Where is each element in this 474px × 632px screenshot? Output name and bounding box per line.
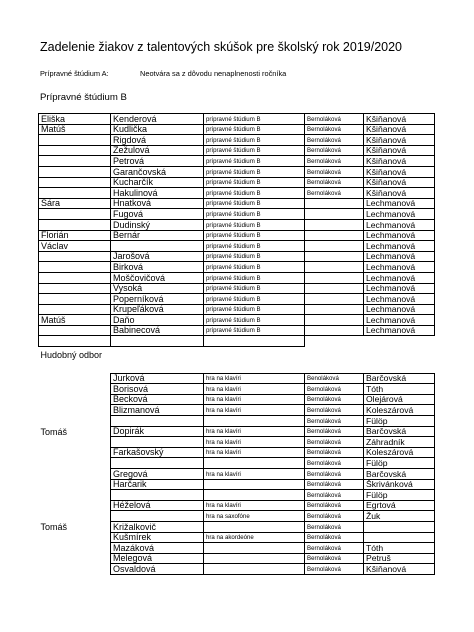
first-name-cell	[39, 564, 111, 575]
table-row	[39, 511, 435, 522]
table-row	[39, 304, 435, 315]
section-row	[39, 347, 435, 364]
table-row	[39, 188, 435, 199]
surname-cell: Jurková	[111, 373, 204, 384]
teacher-2-cell: Lechmanová	[364, 209, 435, 220]
first-name-cell: Matúš	[39, 315, 111, 326]
table-row	[39, 394, 435, 405]
teacher-2-cell: Barčovská	[364, 469, 435, 480]
first-name-cell	[39, 156, 111, 167]
teacher-2-cell: Kšiňanová	[364, 156, 435, 167]
teacher-2-cell: Škrivánková	[364, 479, 435, 490]
teacher-1-cell: Bernoláková	[305, 469, 364, 480]
program-cell: hra na klavíri	[204, 437, 305, 448]
teacher-2-cell: Lechmanová	[364, 315, 435, 326]
first-name-cell	[39, 251, 111, 262]
table-row	[39, 135, 435, 146]
teacher-1-cell: Bernoláková	[305, 177, 364, 188]
first-name-cell	[39, 447, 111, 458]
teacher-1-cell: Bernoláková	[305, 416, 364, 427]
empty-cell	[111, 336, 204, 347]
table-row	[39, 490, 435, 501]
teacher-2-cell: Lechmanová	[364, 304, 435, 315]
teacher-2-cell: Kšiňanová	[364, 135, 435, 146]
first-name-cell	[39, 325, 111, 336]
preparatory-a-line	[40, 69, 287, 78]
table-row	[39, 145, 435, 156]
table-row	[39, 156, 435, 167]
table-row	[39, 373, 435, 384]
program-cell: hra na akordeóne	[204, 532, 305, 543]
table-row	[39, 315, 435, 326]
surname-cell: Krupeľáková	[111, 304, 204, 315]
first-name-cell	[39, 283, 111, 294]
first-name-cell	[39, 294, 111, 305]
teacher-2-cell: Kšiňanová	[364, 124, 435, 135]
program-cell: prípravné štúdium B	[204, 325, 305, 336]
surname-cell: Jarošová	[111, 251, 204, 262]
first-name-cell	[39, 511, 111, 522]
teacher-1-cell: Bernoláková	[305, 145, 364, 156]
teacher-1-cell	[305, 230, 364, 241]
preparatory-b-heading: Prípravné štúdium B	[40, 92, 127, 103]
teacher-2-cell: Kšiňanová	[364, 188, 435, 199]
teacher-2-cell: Fülöp	[364, 490, 435, 501]
empty-cell	[39, 336, 111, 347]
surname-cell: Žežulová	[111, 145, 204, 156]
program-cell	[204, 543, 305, 554]
surname-cell: Kenderová	[111, 114, 204, 125]
empty-cell	[305, 363, 364, 373]
teacher-1-cell: Bernoláková	[305, 188, 364, 199]
program-cell: prípravné štúdium B	[204, 166, 305, 177]
program-cell: prípravné štúdium B	[204, 294, 305, 305]
teacher-1-cell	[305, 262, 364, 273]
teacher-2-cell: Lechmanová	[364, 251, 435, 262]
first-name-cell	[39, 416, 111, 427]
surname-cell	[111, 490, 204, 501]
surname-cell: Birková	[111, 262, 204, 273]
teacher-2-cell: Kšiňanová	[364, 564, 435, 575]
teacher-2-cell: Kšiňanová	[364, 114, 435, 125]
first-name-cell: Tomáš	[40, 522, 68, 533]
program-cell: prípravné štúdium B	[204, 156, 305, 167]
surname-cell: Petrová	[111, 156, 204, 167]
teacher-1-cell: Bernoláková	[305, 166, 364, 177]
first-name-cell	[39, 384, 111, 395]
program-cell: prípravné štúdium B	[204, 272, 305, 283]
first-name-cell	[39, 135, 111, 146]
teacher-1-cell	[305, 325, 364, 336]
empty-cell	[305, 336, 364, 347]
table-row	[39, 479, 435, 490]
program-cell: prípravné štúdium B	[204, 283, 305, 294]
spacer-row	[39, 336, 435, 347]
teacher-2-cell: Olejárová	[364, 394, 435, 405]
table-row	[39, 241, 435, 252]
surname-cell: Hakulinová	[111, 188, 204, 199]
preparatory-a-note: Neotvára sa z dôvodu nenaplnenosti ročníka	[140, 69, 287, 78]
page-title: Zadelenie žiakov z talentových skúšok pre školský rok 2019/2020	[40, 40, 402, 54]
surname-cell: Hnatková	[111, 198, 204, 209]
table-row	[39, 325, 435, 336]
teacher-1-cell: Bernoláková	[305, 394, 364, 405]
table-row	[39, 124, 435, 135]
table-row	[39, 219, 435, 230]
assignment-table	[38, 113, 435, 575]
program-cell: prípravné štúdium B	[204, 209, 305, 220]
preparatory-a-label: Prípravné štúdium A:	[40, 69, 109, 78]
teacher-1-cell: Bernoláková	[305, 543, 364, 554]
first-name-cell	[39, 304, 111, 315]
teacher-2-cell: Fülöp	[364, 458, 435, 469]
program-cell	[204, 479, 305, 490]
teacher-1-cell: Bernoláková	[305, 426, 364, 437]
first-name-cell	[39, 394, 111, 405]
teacher-2-cell: Lechmanová	[364, 198, 435, 209]
program-cell: hra na klavíri	[204, 384, 305, 395]
first-name-cell	[39, 543, 111, 554]
surname-cell: Kucharčík	[111, 177, 204, 188]
program-cell: prípravné štúdium B	[204, 198, 305, 209]
program-cell: prípravné štúdium B	[204, 241, 305, 252]
teacher-2-cell: Kšiňanová	[364, 177, 435, 188]
surname-cell: Vysoká	[111, 283, 204, 294]
first-name-cell	[39, 219, 111, 230]
table-row	[39, 294, 435, 305]
first-name-cell	[39, 532, 111, 543]
surname-cell: Rigdová	[111, 135, 204, 146]
teacher-1-cell: Bernoláková	[305, 135, 364, 146]
first-name-cell	[39, 166, 111, 177]
program-cell: prípravné štúdium B	[204, 135, 305, 146]
teacher-1-cell: Bernoláková	[305, 511, 364, 522]
first-name-cell	[39, 490, 111, 501]
empty-cell	[111, 363, 204, 373]
teacher-1-cell: Bernoláková	[305, 521, 364, 532]
program-cell: prípravné štúdium B	[204, 124, 305, 135]
surname-cell: Borisová	[111, 384, 204, 395]
surname-cell	[111, 437, 204, 448]
table-row	[39, 426, 435, 437]
surname-cell: Harčarik	[111, 479, 204, 490]
surname-cell: Kušmírek	[111, 532, 204, 543]
surname-cell: Becková	[111, 394, 204, 405]
program-cell: hra na klavíri	[204, 394, 305, 405]
teacher-1-cell	[305, 219, 364, 230]
program-cell: prípravné štúdium B	[204, 315, 305, 326]
program-cell	[204, 553, 305, 564]
first-name-cell: Florián	[39, 230, 111, 241]
teacher-1-cell: Bernoláková	[305, 553, 364, 564]
program-cell	[204, 521, 305, 532]
program-cell: prípravné štúdium B	[204, 177, 305, 188]
program-cell: hra na klavíri	[204, 469, 305, 480]
teacher-1-cell	[305, 198, 364, 209]
program-cell: hra na klavíri	[204, 426, 305, 437]
teacher-1-cell: Bernoláková	[305, 479, 364, 490]
teacher-1-cell: Bernoláková	[305, 500, 364, 511]
teacher-1-cell: Bernoláková	[305, 532, 364, 543]
surname-cell: Melegová	[111, 553, 204, 564]
program-cell: hra na saxofóne	[204, 511, 305, 522]
teacher-1-cell: Bernoláková	[305, 437, 364, 448]
teacher-2-cell: Lechmanová	[364, 325, 435, 336]
table-row	[39, 198, 435, 209]
surname-cell: Blizmanová	[111, 405, 204, 416]
teacher-1-cell: Benoláková	[305, 373, 364, 384]
surname-cell: Gregová	[111, 469, 204, 480]
table-row	[39, 251, 435, 262]
empty-cell	[204, 363, 305, 373]
table-row	[39, 114, 435, 125]
program-cell: prípravné štúdium B	[204, 251, 305, 262]
surname-cell: Križalkovič	[111, 521, 204, 532]
table-row	[39, 166, 435, 177]
teacher-1-cell: Bernoláková	[305, 458, 364, 469]
table-row	[39, 521, 435, 532]
first-name-cell: Matúš	[39, 124, 111, 135]
teacher-2-cell: Žuk	[364, 511, 435, 522]
empty-cell	[39, 363, 111, 373]
first-name-cell	[39, 188, 111, 199]
program-cell: prípravné štúdium B	[204, 230, 305, 241]
table-row	[39, 532, 435, 543]
teacher-2-cell: Lechmanová	[364, 230, 435, 241]
program-cell	[204, 416, 305, 427]
table-row	[39, 469, 435, 480]
teacher-1-cell	[305, 304, 364, 315]
program-cell: prípravné štúdium B	[204, 304, 305, 315]
table-row	[39, 564, 435, 575]
teacher-2-cell: Lechmanová	[364, 294, 435, 305]
teacher-1-cell	[305, 272, 364, 283]
surname-cell: Mazáková	[111, 543, 204, 554]
program-cell	[204, 458, 305, 469]
first-name-cell	[39, 145, 111, 156]
table-row	[39, 447, 435, 458]
teacher-1-cell	[305, 294, 364, 305]
teacher-1-cell: Bernoláková	[305, 384, 364, 395]
teacher-1-cell: Bernoláková	[305, 447, 364, 458]
surname-cell	[111, 458, 204, 469]
table-row	[39, 209, 435, 220]
empty-cell	[364, 336, 435, 347]
first-name-cell	[39, 469, 111, 480]
table-row	[39, 177, 435, 188]
program-cell: hra na klavíri	[204, 405, 305, 416]
first-name-cell	[39, 209, 111, 220]
surname-cell	[111, 241, 204, 252]
teacher-1-cell: Bernoláková	[305, 124, 364, 135]
table-row	[39, 416, 435, 427]
program-cell: prípravné štúdium B	[204, 145, 305, 156]
table-row	[39, 230, 435, 241]
teacher-2-cell: Lechmanová	[364, 262, 435, 273]
first-name-cell: Eliška	[39, 114, 111, 125]
table-row	[39, 458, 435, 469]
surname-cell	[111, 511, 204, 522]
first-name-cell	[39, 437, 111, 448]
table-row	[39, 500, 435, 511]
teacher-2-cell	[364, 532, 435, 543]
teacher-1-cell: Bernoláková	[305, 405, 364, 416]
teacher-2-cell	[364, 521, 435, 532]
teacher-2-cell: Kšiňanová	[364, 145, 435, 156]
table-row	[39, 437, 435, 448]
first-name-cell	[39, 262, 111, 273]
teacher-2-cell: Egrtová	[364, 500, 435, 511]
program-cell: prípravné štúdium B	[204, 219, 305, 230]
teacher-1-cell	[305, 251, 364, 262]
surname-cell	[111, 416, 204, 427]
surname-cell: Moščovičová	[111, 272, 204, 283]
program-cell	[204, 490, 305, 501]
teacher-2-cell: Barčovská	[364, 426, 435, 437]
teacher-2-cell: Záhradník	[364, 437, 435, 448]
surname-cell: Farkašovský	[111, 447, 204, 458]
first-name-cell: Tomáš	[40, 426, 68, 437]
surname-cell: Poperníková	[111, 294, 204, 305]
first-name-cell	[39, 272, 111, 283]
teacher-1-cell: Bernoláková	[305, 156, 364, 167]
surname-cell: Bernár	[111, 230, 204, 241]
surname-cell: Dopirák	[111, 426, 204, 437]
first-name-cell	[39, 553, 111, 564]
surname-cell: Fugová	[111, 209, 204, 220]
teacher-2-cell: Lechmanová	[364, 272, 435, 283]
first-name-cell: Václav	[39, 241, 111, 252]
table-row	[39, 543, 435, 554]
program-cell: hra na klavíri	[204, 500, 305, 511]
program-cell: prípravné štúdium B	[204, 262, 305, 273]
teacher-2-cell: Tóth	[364, 384, 435, 395]
teacher-1-cell	[305, 209, 364, 220]
first-name-cell: Sára	[39, 198, 111, 209]
teacher-1-cell	[305, 241, 364, 252]
surname-cell: Garančovská	[111, 166, 204, 177]
teacher-2-cell: Barčovská	[364, 373, 435, 384]
teacher-2-cell: Koleszárová	[364, 447, 435, 458]
first-name-cell	[39, 500, 111, 511]
first-name-cell	[39, 373, 111, 384]
table-row	[39, 405, 435, 416]
table-row	[39, 283, 435, 294]
program-cell: hra na klavíri	[204, 447, 305, 458]
teacher-2-cell: Kšiňanová	[364, 166, 435, 177]
spacer-row	[39, 363, 435, 373]
empty-cell	[204, 336, 305, 347]
surname-cell: Osvaldová	[111, 564, 204, 575]
first-name-cell	[39, 177, 111, 188]
program-cell: hra na klavíri	[204, 373, 305, 384]
teacher-2-cell: Lechmanová	[364, 241, 435, 252]
table-row	[39, 272, 435, 283]
table-row	[39, 384, 435, 395]
table-row	[39, 262, 435, 273]
first-name-cell	[39, 458, 111, 469]
teacher-1-cell: Bernoláková	[305, 490, 364, 501]
teacher-2-cell: Koleszárová	[364, 405, 435, 416]
program-cell: prípravné štúdium B	[204, 188, 305, 199]
surname-cell: Daňo	[111, 315, 204, 326]
teacher-1-cell	[305, 283, 364, 294]
empty-cell	[364, 363, 435, 373]
teacher-1-cell: Bernoláková	[305, 564, 364, 575]
first-name-cell	[39, 479, 111, 490]
teacher-2-cell: Petruš	[364, 553, 435, 564]
teacher-2-cell: Fülöp	[364, 416, 435, 427]
teacher-2-cell: Lechmanová	[364, 219, 435, 230]
surname-cell: Héželová	[111, 500, 204, 511]
section-heading-music: Hudobný odbor	[40, 349, 103, 360]
teacher-2-cell: Tóth	[364, 543, 435, 554]
teacher-2-cell: Lechmanová	[364, 283, 435, 294]
surname-cell: Babinecová	[111, 325, 204, 336]
teacher-1-cell: Bernoláková	[305, 114, 364, 125]
program-cell: prípravné štúdium B	[204, 114, 305, 125]
teacher-1-cell	[305, 315, 364, 326]
table-row	[39, 553, 435, 564]
program-cell	[204, 564, 305, 575]
first-name-cell	[39, 405, 111, 416]
surname-cell: Kudlička	[111, 124, 204, 135]
surname-cell: Dudinský	[111, 219, 204, 230]
